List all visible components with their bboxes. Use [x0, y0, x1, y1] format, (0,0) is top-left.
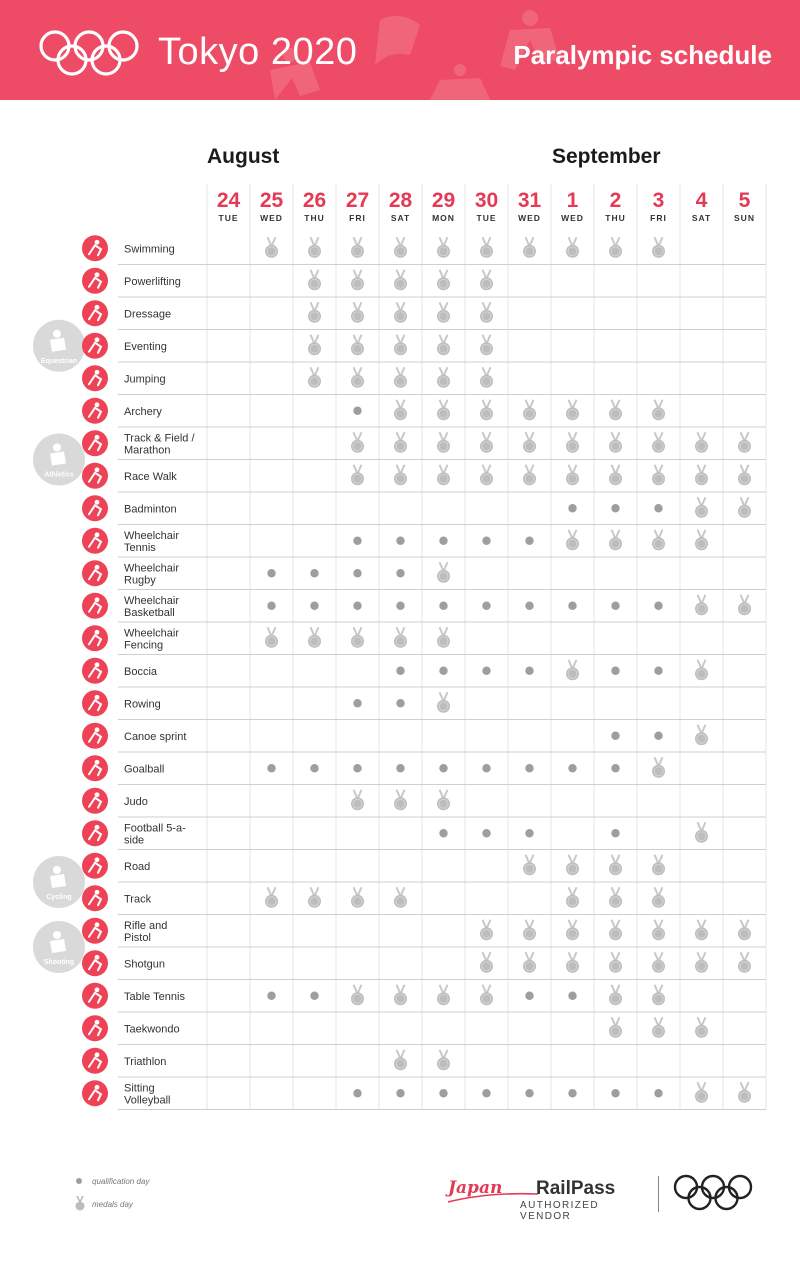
qualification-dot — [396, 1089, 404, 1097]
medal-marker — [738, 595, 751, 616]
badminton-icon — [82, 495, 108, 521]
day-of-week: WED — [561, 213, 584, 223]
medal-marker — [437, 985, 450, 1006]
medal-marker — [695, 952, 708, 973]
group-label: Shooting — [43, 959, 75, 966]
medal-marker — [351, 432, 364, 453]
qualification-dot — [525, 667, 533, 675]
goalball-icon — [82, 755, 108, 781]
sport-label: Archery — [124, 405, 162, 418]
medal-marker — [351, 367, 364, 388]
medal-marker — [652, 432, 665, 453]
qualification-dot — [654, 1089, 662, 1097]
qualification-dot — [525, 829, 533, 837]
month-label-august: August — [207, 145, 280, 168]
sport-label: Shotgun — [124, 958, 165, 971]
medal-marker — [566, 887, 579, 908]
medal-marker — [566, 237, 579, 258]
sport-label: Sitting Volleyball — [124, 1082, 171, 1107]
sport-label: Badminton — [124, 503, 177, 516]
judo-icon — [82, 788, 108, 814]
medal-marker — [566, 432, 579, 453]
medal-marker — [265, 887, 278, 908]
day-number: 27 — [345, 189, 370, 212]
medal-marker — [394, 302, 407, 323]
qualification-dot — [611, 829, 619, 837]
medal-marker — [394, 367, 407, 388]
qualification-dot — [267, 992, 275, 1000]
medal-marker — [308, 335, 321, 356]
qualification-dot — [482, 764, 490, 772]
qualification-dot — [439, 829, 447, 837]
medal-marker — [308, 887, 321, 908]
medal-marker — [609, 237, 622, 258]
medal-marker — [351, 627, 364, 648]
group-equestrian-icon — [33, 320, 85, 372]
medal-marker — [738, 497, 751, 518]
sport-label: Swimming — [124, 243, 175, 256]
day-number: 29 — [431, 189, 456, 212]
sport-label: Dressage — [124, 308, 172, 321]
medal-marker — [351, 237, 364, 258]
qualification-dot — [568, 602, 576, 610]
sport-label: Canoe sprint — [124, 730, 187, 743]
medal-marker — [566, 465, 579, 486]
medal-marker — [437, 790, 450, 811]
medal-marker — [523, 465, 536, 486]
medal-marker — [695, 725, 708, 746]
medal-marker — [394, 400, 407, 421]
qualification-dot — [611, 667, 619, 675]
shotgun-icon — [82, 950, 108, 976]
medal-marker — [308, 627, 321, 648]
medal-marker — [394, 790, 407, 811]
sport-label: Wheelchair Fencing — [124, 627, 180, 652]
day-number: 31 — [517, 189, 542, 212]
medal-marker — [652, 855, 665, 876]
sport-label: Track & Field / Marathon — [124, 432, 195, 457]
medal-marker — [652, 952, 665, 973]
medal-marker — [738, 952, 751, 973]
medal-marker — [695, 465, 708, 486]
qualification-dot — [482, 537, 490, 545]
brand-script: Japan — [448, 1178, 503, 1198]
legend-qualification: qualification day — [92, 1177, 150, 1186]
medal-marker — [437, 335, 450, 356]
medal-marker — [523, 920, 536, 941]
qualification-dot — [568, 764, 576, 772]
qualification-dot — [439, 537, 447, 545]
medal-marker — [566, 920, 579, 941]
day-of-week: SUN — [734, 213, 755, 223]
qualification-dot — [654, 667, 662, 675]
legend-medals: medals day — [92, 1200, 133, 1209]
day-of-week: SAT — [691, 213, 712, 223]
medal-marker — [523, 237, 536, 258]
track-cycling-icon — [82, 885, 108, 911]
medal-marker — [695, 530, 708, 551]
medal-marker — [394, 887, 407, 908]
medal-marker — [609, 985, 622, 1006]
qualification-dot — [611, 602, 619, 610]
qualification-dot — [396, 537, 404, 545]
day-number: 1 — [566, 189, 579, 212]
group-label: Equestrian — [40, 357, 78, 365]
medal-marker — [523, 400, 536, 421]
qualification-dot — [396, 602, 404, 610]
medal-marker — [437, 367, 450, 388]
qualification-dot — [525, 1089, 533, 1097]
day-of-week: SAT — [390, 213, 411, 223]
qualification-dot — [482, 667, 490, 675]
qualification-dot — [482, 1089, 490, 1097]
sport-label: Rifle and Pistol — [124, 919, 168, 944]
medal-marker — [738, 920, 751, 941]
medal-marker — [308, 237, 321, 258]
qualification-dot — [396, 569, 404, 577]
day-number: 26 — [302, 189, 327, 212]
qualification-dot — [396, 764, 404, 772]
medal-marker — [265, 627, 278, 648]
medal-marker — [652, 530, 665, 551]
medal-marker — [394, 985, 407, 1006]
day-of-week: MON — [432, 213, 455, 223]
medal-marker — [652, 400, 665, 421]
qualification-dot — [568, 1089, 576, 1097]
group-label: Athletics — [44, 471, 74, 479]
medal-marker — [308, 270, 321, 291]
table-tennis-icon — [82, 983, 108, 1009]
medal-marker — [437, 465, 450, 486]
group-cycling-icon — [33, 856, 85, 908]
medal-marker — [566, 400, 579, 421]
qualification-dot — [353, 537, 361, 545]
medal-marker — [480, 432, 493, 453]
medal-marker — [652, 1017, 665, 1038]
day-number: 28 — [388, 189, 413, 212]
month-label-september: September — [552, 145, 661, 168]
day-of-week: THU — [605, 213, 626, 223]
qualification-dot — [482, 829, 490, 837]
wheelchair-rugby-icon — [82, 560, 108, 586]
qualification-dot — [611, 764, 619, 772]
medal-marker — [480, 400, 493, 421]
jumping-icon — [82, 365, 108, 391]
medal-marker — [265, 237, 278, 258]
medal-marker — [609, 1017, 622, 1038]
medal-marker — [351, 465, 364, 486]
qualification-dot — [396, 699, 404, 707]
day-of-week: TUE — [476, 213, 497, 223]
olympic-rings-footer-logo — [672, 1174, 754, 1212]
medal-marker — [652, 887, 665, 908]
sport-label: Race Walk — [124, 470, 177, 483]
sport-label: Triathlon — [124, 1055, 167, 1068]
medal-marker — [437, 270, 450, 291]
sport-label: Road — [124, 860, 151, 873]
medal-marker — [394, 335, 407, 356]
medal-marker — [351, 985, 364, 1006]
qualification-dot — [310, 992, 318, 1000]
medal-marker — [566, 660, 579, 681]
road-cycling-icon — [82, 853, 108, 879]
qualification-dot — [439, 1089, 447, 1097]
qualification-dot — [310, 602, 318, 610]
medal-marker — [652, 465, 665, 486]
swimming-icon — [82, 235, 108, 261]
medal-marker — [609, 952, 622, 973]
qualification-dot — [353, 602, 361, 610]
medal-marker — [308, 367, 321, 388]
medal-marker — [480, 952, 493, 973]
track-field-icon — [82, 430, 108, 456]
day-of-week: WED — [260, 213, 283, 223]
medal-marker — [308, 302, 321, 323]
day-number: 24 — [216, 189, 241, 212]
page-subtitle: Paralympic schedule — [513, 40, 772, 70]
medal-marker — [480, 985, 493, 1006]
medal-marker — [480, 465, 493, 486]
qualification-dot — [439, 764, 447, 772]
qualification-dot — [525, 764, 533, 772]
qualification-dot — [568, 992, 576, 1000]
day-of-week: FRI — [650, 213, 667, 223]
medal-marker — [695, 1082, 708, 1103]
medal-marker — [609, 432, 622, 453]
medal-marker — [480, 237, 493, 258]
medal-marker — [695, 497, 708, 518]
medal-marker — [437, 562, 450, 583]
medal-marker — [738, 432, 751, 453]
sitting-volleyball-icon — [82, 1080, 108, 1106]
medal-marker — [609, 400, 622, 421]
day-of-week: THU — [304, 213, 325, 223]
qualification-dot — [611, 732, 619, 740]
medal-marker — [480, 270, 493, 291]
qualification-dot — [525, 602, 533, 610]
football-icon — [82, 820, 108, 846]
medal-marker — [351, 335, 364, 356]
medal-marker — [652, 237, 665, 258]
medal-marker — [609, 465, 622, 486]
medal-marker — [738, 465, 751, 486]
qualification-dot — [568, 504, 576, 512]
qualification-dot — [439, 602, 447, 610]
sport-label: Wheelchair Rugby — [124, 562, 180, 587]
medal-marker — [394, 237, 407, 258]
group-athletics-icon — [33, 434, 85, 486]
medal-marker — [480, 367, 493, 388]
medal-marker — [695, 1017, 708, 1038]
qualification-dot — [654, 504, 662, 512]
sport-label: Table Tennis — [124, 990, 185, 1003]
sport-label: Eventing — [124, 340, 167, 353]
footer-divider — [658, 1176, 659, 1212]
qualification-dot — [482, 602, 490, 610]
medal-marker — [394, 270, 407, 291]
medal-marker — [523, 855, 536, 876]
qualification-dot — [353, 407, 361, 415]
brand-bold: RailPass — [536, 1178, 616, 1199]
day-number: 25 — [259, 189, 284, 212]
medal-marker — [480, 335, 493, 356]
medal-marker — [566, 855, 579, 876]
sport-label: Track — [124, 893, 152, 906]
medal-marker — [695, 822, 708, 843]
medal-marker — [437, 432, 450, 453]
medal-marker — [480, 302, 493, 323]
medal-marker — [695, 432, 708, 453]
qualification-dot — [439, 667, 447, 675]
qualification-dot — [267, 764, 275, 772]
medal-marker — [394, 432, 407, 453]
medal-marker — [480, 920, 493, 941]
medal-marker — [437, 692, 450, 713]
medal-marker — [566, 952, 579, 973]
powerlifting-icon — [82, 268, 108, 294]
medal-marker — [738, 1082, 751, 1103]
qualification-dot — [654, 732, 662, 740]
eventing-icon — [82, 333, 108, 359]
medal-marker — [695, 920, 708, 941]
dressage-icon — [82, 300, 108, 326]
sport-label: Powerlifting — [124, 275, 181, 288]
page-title: Tokyo 2020 — [158, 31, 358, 73]
medal-marker — [566, 530, 579, 551]
qualification-dot — [654, 602, 662, 610]
sport-label: Boccia — [124, 665, 158, 678]
qualification-dot — [353, 764, 361, 772]
medal-marker — [437, 400, 450, 421]
day-number: 4 — [695, 189, 708, 212]
canoe-sprint-icon — [82, 723, 108, 749]
qualification-dot — [611, 504, 619, 512]
medal-marker — [437, 237, 450, 258]
day-number: 5 — [738, 189, 751, 212]
day-of-week: WED — [518, 213, 541, 223]
medal-icon — [74, 1196, 86, 1212]
qualification-dot — [267, 602, 275, 610]
rifle-pistol-icon — [82, 918, 108, 944]
medal-marker — [609, 855, 622, 876]
medal-marker — [437, 302, 450, 323]
medal-marker — [652, 985, 665, 1006]
group-label: Cycling — [46, 894, 72, 901]
medal-marker — [609, 920, 622, 941]
taekwondo-icon — [82, 1015, 108, 1041]
medal-marker — [609, 530, 622, 551]
archery-icon — [82, 398, 108, 424]
qualification-dot — [525, 992, 533, 1000]
day-of-week: FRI — [349, 213, 366, 223]
medal-marker — [695, 660, 708, 681]
day-number: 30 — [474, 189, 499, 212]
qualification-dot — [525, 537, 533, 545]
qualification-dot — [267, 569, 275, 577]
qualification-dot — [353, 1089, 361, 1097]
qualification-dot-icon — [74, 1176, 84, 1186]
sport-label: Jumping — [124, 373, 166, 386]
day-number: 2 — [609, 189, 622, 212]
qualification-dot — [611, 1089, 619, 1097]
sport-label: Goalball — [124, 763, 165, 776]
medal-marker — [437, 627, 450, 648]
sport-label: Wheelchair Tennis — [124, 529, 180, 554]
group-shooting-icon — [33, 921, 85, 973]
triathlon-icon — [82, 1048, 108, 1074]
medal-marker — [609, 887, 622, 908]
qualification-dot — [353, 699, 361, 707]
qualification-dot — [310, 764, 318, 772]
medal-marker — [695, 595, 708, 616]
medal-marker — [652, 757, 665, 778]
qualification-dot — [353, 569, 361, 577]
rowing-icon — [82, 690, 108, 716]
medal-marker — [351, 790, 364, 811]
medal-marker — [652, 920, 665, 941]
race-walk-icon — [82, 463, 108, 489]
sport-label: Judo — [124, 795, 148, 808]
medal-marker — [351, 270, 364, 291]
day-number: 3 — [652, 189, 665, 212]
wheelchair-basketball-icon — [82, 593, 108, 619]
wheelchair-tennis-icon — [82, 528, 108, 554]
boccia-icon — [82, 658, 108, 684]
wheelchair-fencing-icon — [82, 625, 108, 651]
sport-label: Wheelchair Basketball — [124, 594, 180, 619]
qualification-dot — [310, 569, 318, 577]
medal-marker — [351, 302, 364, 323]
medal-marker — [394, 465, 407, 486]
medal-marker — [523, 952, 536, 973]
sport-label: Rowing — [124, 698, 161, 711]
medal-marker — [394, 627, 407, 648]
day-of-week: TUE — [218, 213, 239, 223]
medal-marker — [351, 887, 364, 908]
medal-marker — [437, 1050, 450, 1071]
authorized-vendor-label: AUTHORIZED VENDOR — [520, 1200, 599, 1222]
medal-marker — [523, 432, 536, 453]
sport-label: Football 5-a-side — [124, 822, 186, 847]
qualification-dot — [396, 667, 404, 675]
medal-marker — [394, 1050, 407, 1071]
sport-label: Taekwondo — [124, 1023, 180, 1036]
japan-railpass-logo — [448, 1176, 638, 1222]
